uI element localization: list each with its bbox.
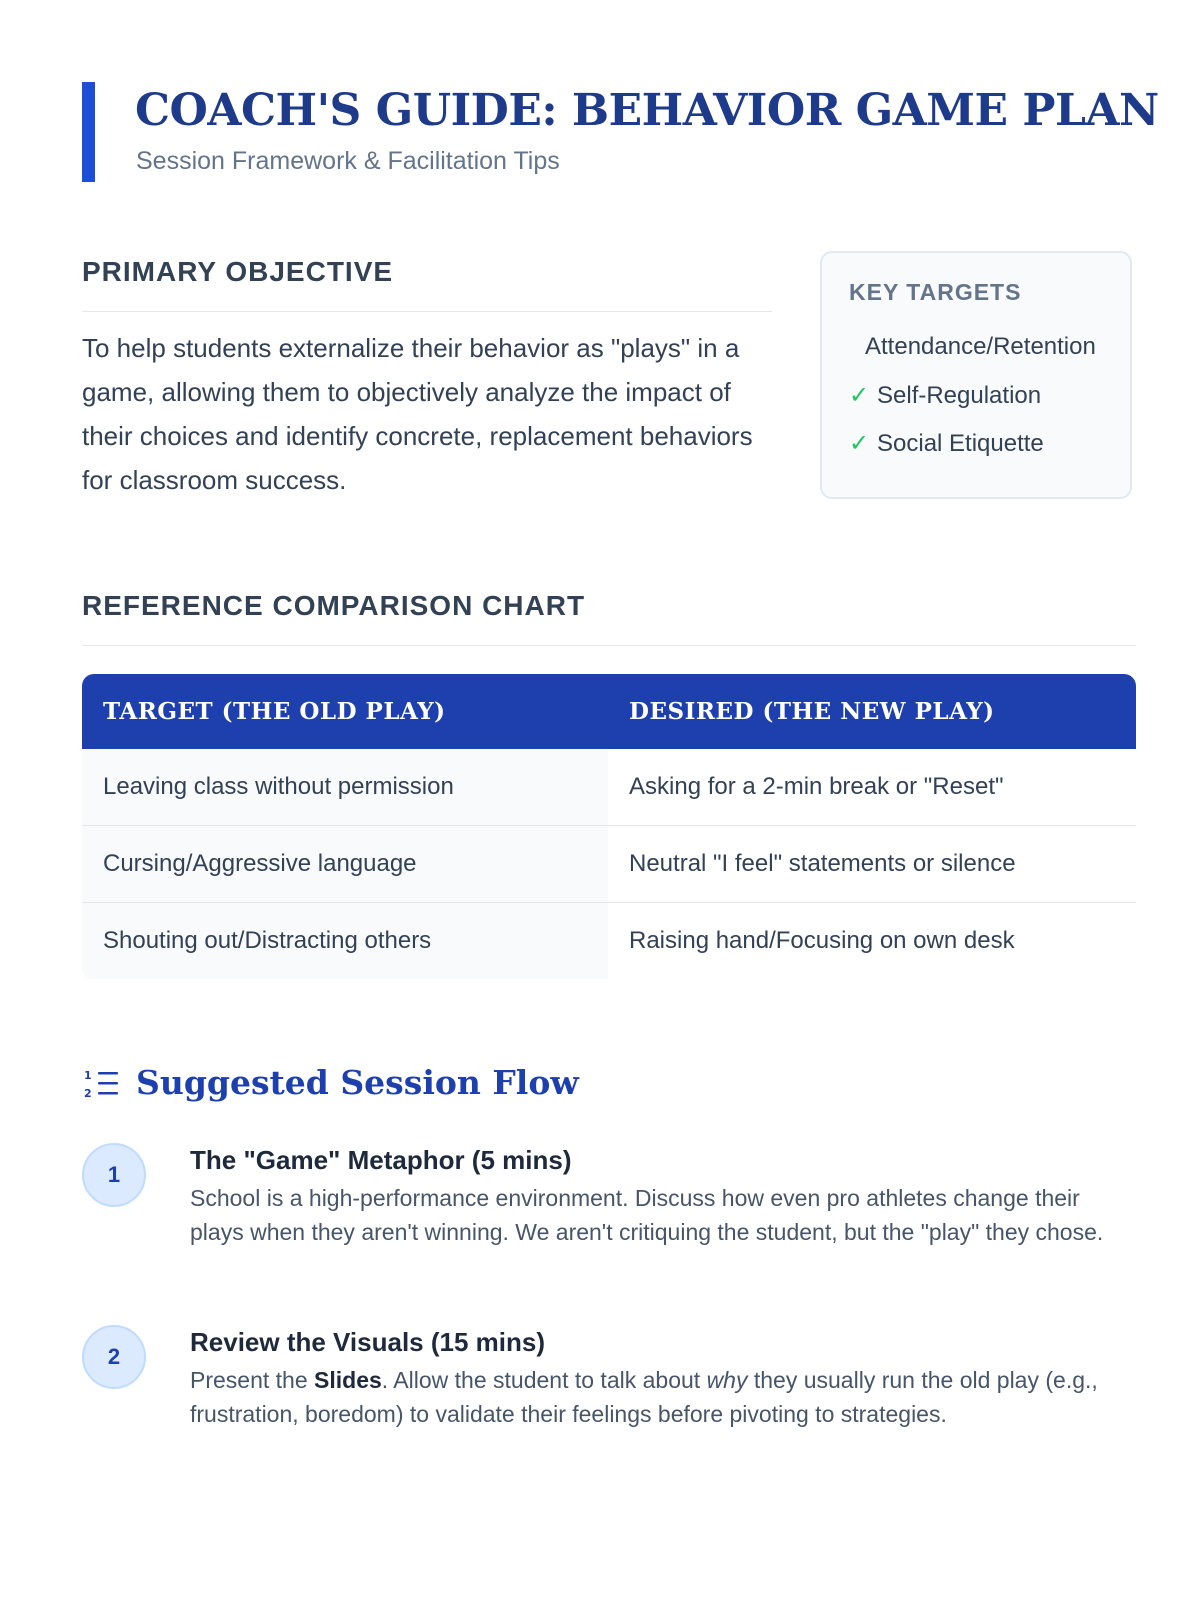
- checkmark-icon: ✓: [849, 430, 870, 457]
- page-subtitle: Session Framework & Facilitation Tips: [136, 147, 560, 175]
- table-row: [82, 749, 1136, 826]
- page-header: [82, 82, 1159, 182]
- table-row: [82, 903, 1136, 979]
- target-label: Social Etiquette: [877, 430, 1044, 457]
- key-targets-panel: [820, 251, 1132, 499]
- new-play-cell: Asking for a 2-min break or "Reset": [629, 773, 1004, 800]
- old-play-cell: Leaving class without permission: [103, 773, 454, 800]
- step-title: The "Game" Metaphor (5 mins): [190, 1145, 572, 1175]
- step-description-text: . Allow the student to talk about: [381, 1367, 707, 1393]
- target-item: [849, 381, 1041, 410]
- step-number-badge: 2: [82, 1325, 146, 1389]
- objective-heading: PRIMARY OBJECTIVE: [82, 256, 394, 287]
- new-play-cell: Raising hand/Focusing on own desk: [629, 927, 1015, 954]
- target-item: [849, 333, 1096, 361]
- svg-text:1: 1: [84, 1069, 92, 1082]
- new-play-cell: Neutral "I feel" statements or silence: [629, 850, 1016, 877]
- old-play-cell: Shouting out/Distracting others: [103, 927, 432, 954]
- step-number-badge: 1: [82, 1143, 146, 1207]
- table-row: [82, 826, 1136, 903]
- step-description: School is a high-performance environment. Discuss how even pro athletes change their plays when they aren't winning. We aren't critiquing the student, but the "play" they chose.: [190, 1185, 1104, 1245]
- column-header-new-play: DESIRED (THE NEW PLAY): [629, 698, 995, 725]
- page-title: COACH'S GUIDE: BEHAVIOR GAME PLAN: [135, 85, 1159, 136]
- step-description-italic: why: [706, 1367, 748, 1393]
- column-header-old-play: TARGET (THE OLD PLAY): [103, 698, 446, 725]
- comparison-heading: REFERENCE COMPARISON CHART: [82, 590, 586, 621]
- checkmark-icon: ✓: [849, 382, 870, 409]
- comparison-table: [82, 674, 1136, 979]
- target-label: Self-Regulation: [877, 382, 1042, 409]
- table-header: [82, 674, 1136, 749]
- step-description-bold: Slides: [314, 1367, 382, 1393]
- objective-text: To help students externalize their behavior as "plays" in a game, allowing them to objectively analyze the impact of their choices and identify concrete, replacement behaviors for classroom success.: [82, 333, 753, 495]
- key-targets-heading: KEY TARGETS: [849, 279, 1022, 305]
- target-label: Attendance/Retention: [865, 333, 1096, 360]
- comparison-divider: [82, 645, 1136, 646]
- step-title: Review the Visuals (15 mins): [190, 1327, 545, 1357]
- numbered-list-icon: [84, 1068, 120, 1100]
- header-accent-bar: [82, 82, 95, 182]
- objective-divider: [82, 311, 772, 312]
- session-flow-heading: Suggested Session Flow: [136, 1063, 579, 1102]
- target-item: [849, 429, 1044, 458]
- step-description-text: they usually run the old play (e.g., frustration, boredom) to validate their feelings before pivoting to strategies.: [190, 1367, 1098, 1427]
- svg-text:2: 2: [84, 1087, 92, 1100]
- step-description: [190, 1363, 1130, 1431]
- step-description-text: Present the: [190, 1367, 315, 1393]
- old-play-cell: Cursing/Aggressive language: [103, 850, 417, 877]
